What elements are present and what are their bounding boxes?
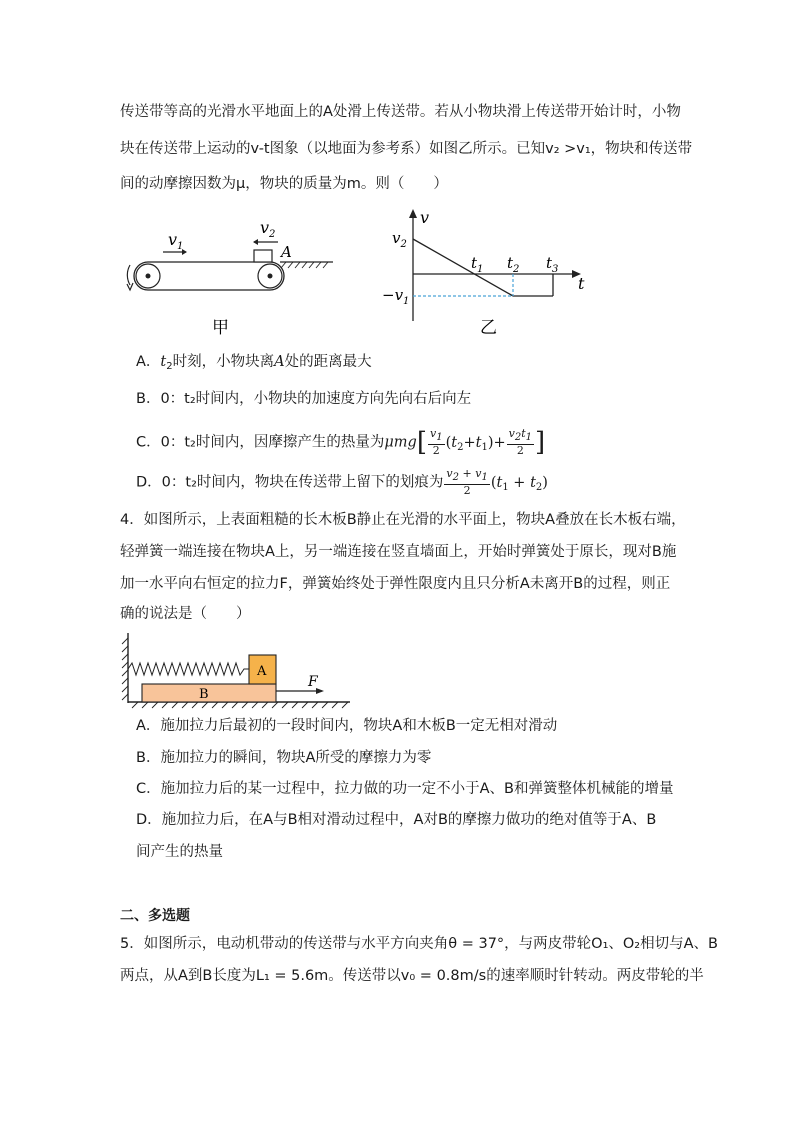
q4-stem-line1: 4．如图所示，上表面粗糙的长木板B静止在光滑的水平面上，物块A叠放在长木板右端，	[120, 512, 686, 528]
figure-jia	[118, 215, 343, 340]
q4-stem-line4: 确的说法是（ ）	[120, 606, 251, 622]
label-A-block: A	[257, 664, 267, 679]
vt-line-falling	[413, 239, 513, 296]
board-B	[142, 684, 276, 702]
q3-intro-line2: 块在传送带上运动的v-t图象（以地面为参考系）如图乙所示。已知v₂ >v₁，物块和传送带	[120, 141, 693, 157]
q5-line2: 两点，从A到B长度为L₁ = 5.6m。传送带以v₀ = 0.8m/s的速率顺时针转动。两皮带轮的半	[120, 968, 704, 984]
axis-t-label: t	[578, 274, 585, 293]
spring	[128, 663, 249, 675]
tick-t2: $t_2$	[507, 254, 520, 275]
label-v1: $v_1$	[168, 230, 184, 252]
q5-line1: 5．如图所示，电动机带动的传送带与水平方向夹角θ = 37°，与两皮带轮O₁、O₂相切与A、B	[120, 936, 718, 952]
block-on-belt	[254, 250, 272, 262]
tick-v2: $v_2$	[392, 229, 407, 250]
q3-intro-line3: 间的动摩擦因数为μ，物块的质量为m。则（ ）	[120, 176, 448, 192]
axis-v-label: v	[420, 208, 430, 227]
label-v2: $v_2$	[260, 218, 276, 240]
tick-t3: $t_3$	[546, 254, 559, 275]
figure-yi	[378, 205, 593, 340]
caption-yi: 乙	[480, 318, 497, 338]
q4-stem-line3: 加一水平向右恒定的拉力F，弹簧始终处于弹性限度内且只分析A未离开B的过程，则正	[120, 576, 671, 592]
tick-t1: $t_1$	[471, 254, 484, 275]
q4-option-c: C．施加拉力后的某一过程中，拉力做的功一定不小于A、B和弹簧整体机械能的增量	[136, 781, 674, 797]
q3-option-c: C．0：t₂时间内，因摩擦产生的热量为μmg[ $\frac{v_1}{2}$ $(t_2+t_1)+$ $\frac{v_2t_1}{2}$ ]	[136, 427, 546, 458]
label-A: A	[281, 243, 292, 261]
q4-option-d-line1: D．施加拉力后，在A与B相对滑动过程中，A对B的摩擦力做功的绝对值等于A、B	[136, 812, 657, 828]
section-heading: 二、多选题	[120, 908, 190, 924]
figure-q4	[118, 628, 358, 713]
q3-option-d: D．0：t₂时间内，物块在传送带上留下的划痕为 $\frac{v_2 + v_1}{2}$ $(t_1 + t_2)$	[136, 467, 548, 497]
q4-option-a: A．施加拉力后最初的一段时间内，物块A和木板B一定无相对滑动	[136, 718, 558, 734]
label-F: F	[308, 674, 318, 690]
tick-neg-v1: $-v_1$	[382, 286, 410, 307]
q3-option-a: A．$t_2$时刻，小物块离A处的距离最大	[136, 354, 372, 372]
q4-option-b: B．施加拉力的瞬间，物块A所受的摩擦力为零	[136, 750, 432, 766]
q4-stem-line2: 轻弹簧一端连接在物块A上，另一端连接在竖直墙面上，开始时弹簧处于原长，现对B施	[120, 544, 677, 560]
label-B: B	[199, 687, 209, 702]
caption-jia: 甲	[212, 318, 229, 338]
q3-intro-line1: 传送带等高的光滑水平地面上的A处滑上传送带。若从小物块滑上传送带开始计时，小物	[120, 104, 681, 120]
q3-option-b: B．0：t₂时间内，小物块的加速度方向先向右后向左	[136, 391, 472, 407]
q4-option-d-line2: 间产生的热量	[136, 844, 223, 860]
